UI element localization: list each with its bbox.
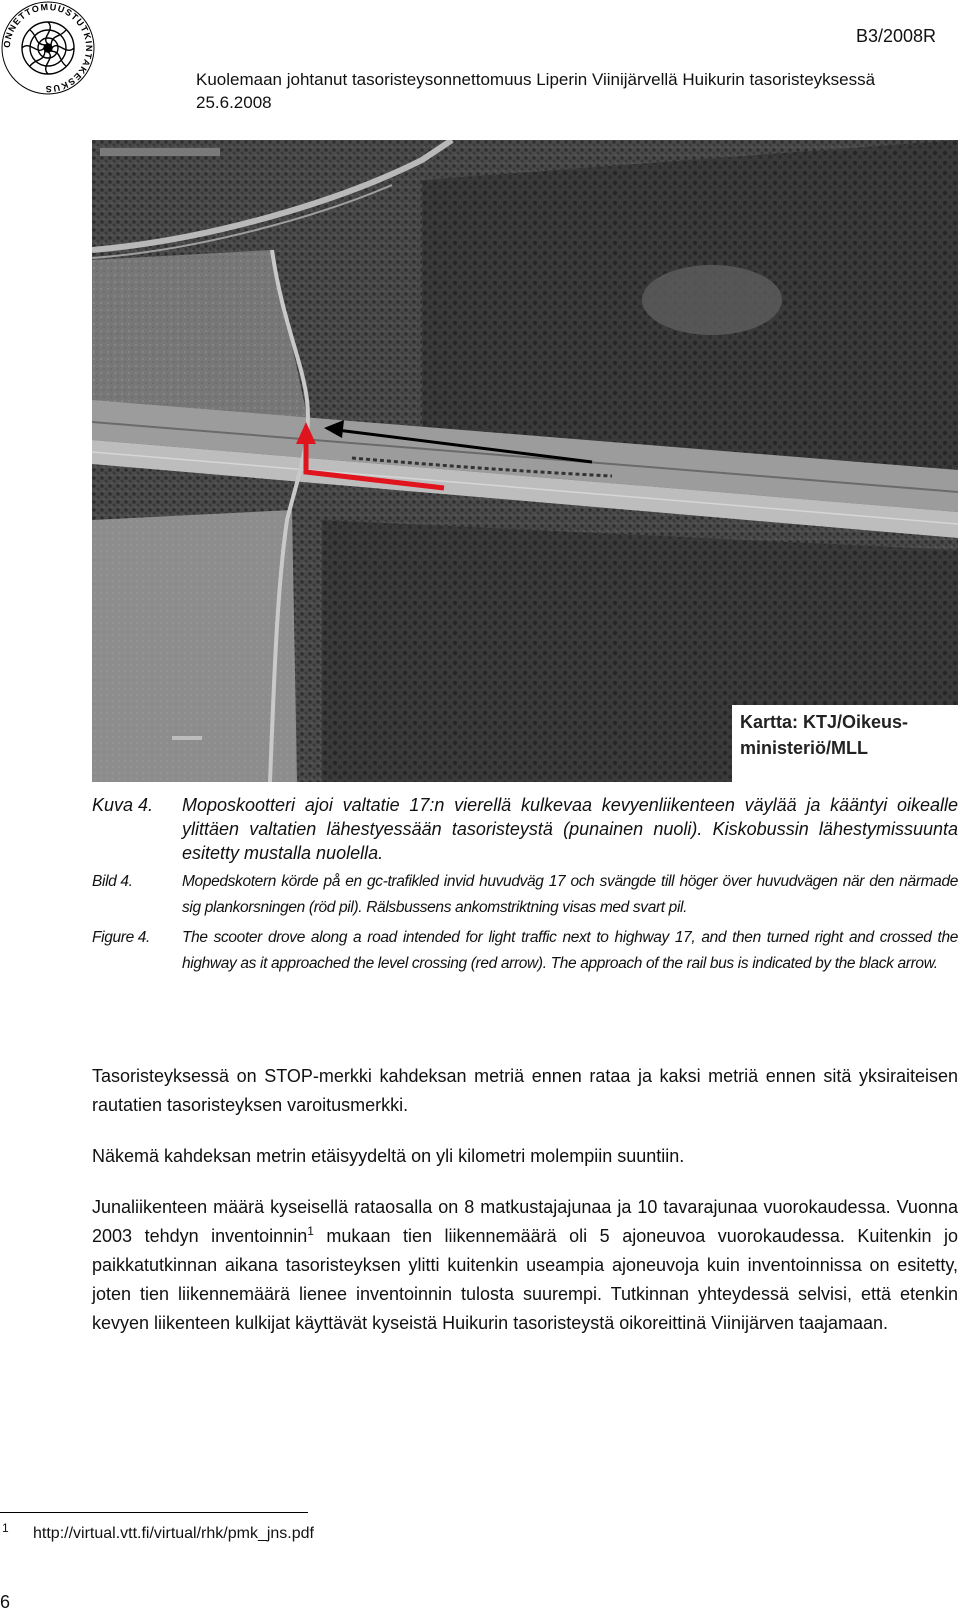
map-credit-line2: ministeriö/MLL [740,738,869,758]
paragraph-1: Tasoristeyksessä on STOP-merkki kahdeksan metriä ennen rataa ja kaksi metriä ennen sitä yksiraiteisen rautatien tasoristeyksen varoitusmerkki. [92,1066,958,1115]
document-code: B3/2008R [855,26,936,46]
caption-label-fi: Kuva 4. [92,795,154,815]
caption-english [92,925,958,977]
map-credit-line1: Kartta: KTJ/Oikeus- [740,712,909,732]
paragraph-3-part-a: Junaliikenteen määrä kyseisellä rataosalla on 8 matkustajajunaa ja 10 tavarajunaa vuorokaudessa. Vuonna 2003 tehdyn inventoinnin [92,1197,958,1246]
paragraph-3-part-b: mukaan tien liikennemäärä oli 5 ajoneuvoa vuorokaudessa. Kuitenkin jo paikkatutkinnan aikana tasoristeyksen ylitti kuitenkin useampia ajoneuvoja kuin inventoinnissa on esitetty, joten tien liikennemäärä lienee inventoinnin tulosta suurempi. Tutkinnan yhteydessä selvisi, että etenkin kevyen liikenteen kulkijat käyttävät kyseistä Huikurin tasoristeystä oikoreittinä Viinijärven taajamaan. [92,1226,958,1333]
body-text [92,1062,958,1360]
organization-logo [0,0,96,96]
caption-text-fi: Moposkootteri ajoi valtatie 17:n vierellä kulkevaa kevyenliikenteen väylää ja kääntyi oikealle ylittäen valtatien lähestyessään tasoristeystä (punainen nuoli). Kiskobussin lähestymissuunta esitetty mustalla nuolella. [182,795,958,863]
aerial-photo [92,140,958,782]
report-title [196,68,946,114]
footnote-number: 1 [2,1521,9,1535]
footnote-divider [0,1512,308,1513]
paragraph-2: Näkemä kahdeksan metrin etäisyydeltä on yli kilometri molempiin suuntiin. [92,1146,685,1166]
footnote-link[interactable]: http://virtual.vtt.fi/virtual/rhk/pmk_jns.pdf [33,1525,314,1542]
footnote-reference[interactable]: 1 [307,1224,314,1238]
caption-label-sv: Bild 4. [92,873,133,890]
svg-text:ONNETTOMUUSTUTKINTAKESKUS: ONNETTOMUUSTUTKINTAKESKUS [1,1,95,95]
paragraph-3 [92,1193,958,1338]
page-number: 6 [0,1592,11,1612]
report-date: 25.6.2008 [196,93,272,112]
caption-finnish [92,793,958,865]
figure-captions [92,793,958,981]
caption-label-en: Figure 4. [92,929,151,946]
caption-text-sv: Mopedskotern körde på en gc-trafikled invid huvudväg 17 och svängde till höger över huvudvägen när den närmade sig plankorsningen (röd pil). Rälsbussens ankomstriktning visas med svart pil. [182,873,958,916]
map-credit [740,709,908,761]
report-title-line1: Kuolemaan johtanut tasoristeysonnettomuus Liperin Viinijärvellä Huikurin tasoristeyksessä [196,70,876,89]
caption-swedish [92,869,958,921]
caption-text-en: The scooter drove along a road intended for light traffic next to highway 17, and then turned right and crossed the highway as it approached the level crossing (red arrow). The approach of the rail bus is indicated by the black arrow. [182,929,958,972]
